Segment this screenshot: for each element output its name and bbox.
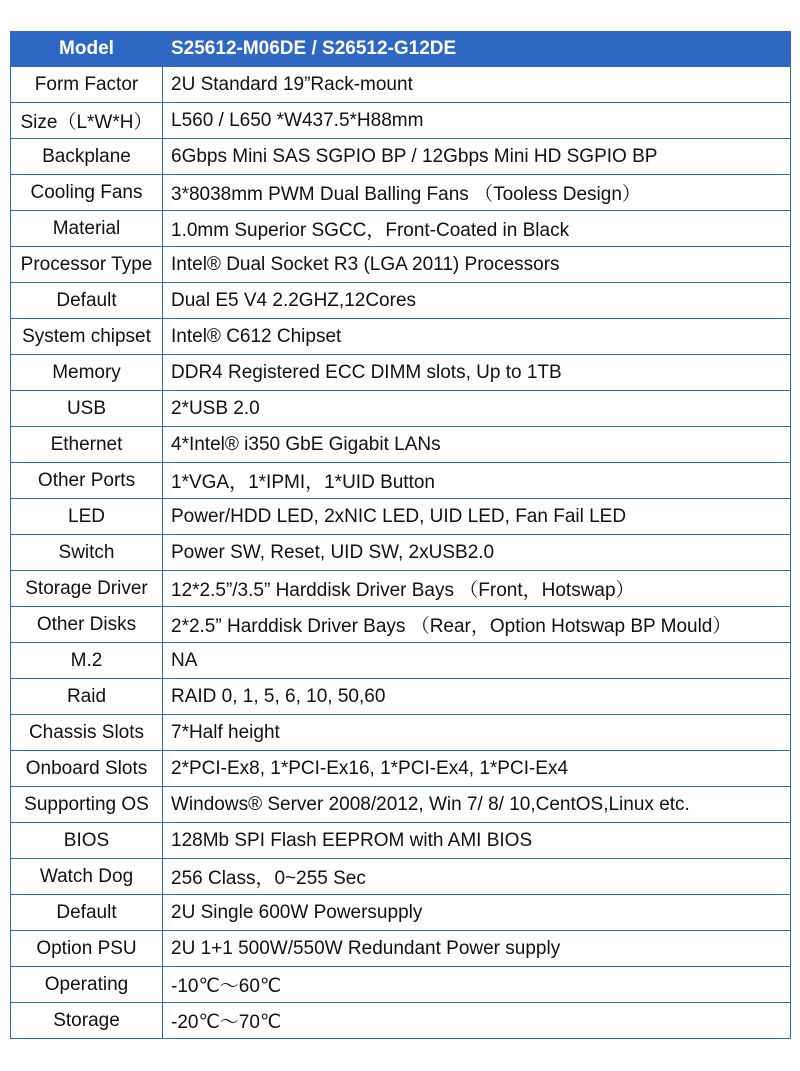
table-row <box>11 895 791 931</box>
spec-label: Raid <box>11 679 163 715</box>
spec-value: 12*2.5”/3.5” Harddisk Driver Bays （Front，Hotswap） <box>163 571 791 607</box>
spec-value: Windows® Server 2008/2012, Win 7/ 8/ 10,CentOS,Linux etc. <box>163 787 791 823</box>
table-row <box>11 859 791 895</box>
table-row <box>11 643 791 679</box>
spec-value: Power/HDD LED, 2xNIC LED, UID LED, Fan Fail LED <box>163 499 791 535</box>
spec-label: Memory <box>11 355 163 391</box>
spec-label: Switch <box>11 535 163 571</box>
spec-label: Backplane <box>11 139 163 175</box>
spec-label: Ethernet <box>11 427 163 463</box>
table-row <box>11 355 791 391</box>
spec-value: 6Gbps Mini SAS SGPIO BP / 12Gbps Mini HD SGPIO BP <box>163 139 791 175</box>
table-row <box>11 103 791 139</box>
spec-value: Dual E5 V4 2.2GHZ,12Cores <box>163 283 791 319</box>
spec-label: Other Disks <box>11 607 163 643</box>
table-row <box>11 319 791 355</box>
spec-label: Watch Dog <box>11 859 163 895</box>
spec-label: Storage <box>11 1003 163 1039</box>
spec-label: Material <box>11 211 163 247</box>
spec-label: Supporting OS <box>11 787 163 823</box>
spec-value: RAID 0, 1, 5, 6, 10, 50,60 <box>163 679 791 715</box>
spec-table <box>10 31 791 1039</box>
spec-value: Intel® C612 Chipset <box>163 319 791 355</box>
spec-label: System chipset <box>11 319 163 355</box>
spec-value: 7*Half height <box>163 715 791 751</box>
table-row <box>11 931 791 967</box>
spec-value: 4*Intel® i350 GbE Gigabit LANs <box>163 427 791 463</box>
table-row <box>11 1003 791 1039</box>
table-row <box>11 67 791 103</box>
table-row <box>11 607 791 643</box>
table-row <box>11 679 791 715</box>
spec-label: Option PSU <box>11 931 163 967</box>
table-row <box>11 139 791 175</box>
table-row <box>11 175 791 211</box>
spec-value: 3*8038mm PWM Dual Balling Fans （Tooless Design） <box>163 175 791 211</box>
spec-label: Onboard Slots <box>11 751 163 787</box>
header-value-cell: S25612-M06DE / S26512-G12DE <box>163 32 791 67</box>
table-row <box>11 751 791 787</box>
spec-table-body <box>11 67 791 1039</box>
table-row <box>11 391 791 427</box>
spec-label: Form Factor <box>11 67 163 103</box>
spec-label: M.2 <box>11 643 163 679</box>
spec-label: Size（L*W*H） <box>11 103 163 139</box>
spec-value: -10℃～60℃ <box>163 967 791 1003</box>
spec-label: Cooling Fans <box>11 175 163 211</box>
spec-label: LED <box>11 499 163 535</box>
table-row <box>11 463 791 499</box>
table-row <box>11 283 791 319</box>
table-row <box>11 823 791 859</box>
spec-label: BIOS <box>11 823 163 859</box>
spec-value: L560 / L650 *W437.5*H88mm <box>163 103 791 139</box>
table-row <box>11 967 791 1003</box>
spec-value: 128Mb SPI Flash EEPROM with AMI BIOS <box>163 823 791 859</box>
spec-value: 2U 1+1 500W/550W Redundant Power supply <box>163 931 791 967</box>
table-row <box>11 715 791 751</box>
table-row <box>11 427 791 463</box>
spec-label: Default <box>11 283 163 319</box>
spec-value: NA <box>163 643 791 679</box>
spec-value: 256 Class，0~255 Sec <box>163 859 791 895</box>
spec-value: Intel® Dual Socket R3 (LGA 2011) Processors <box>163 247 791 283</box>
spec-label: Default <box>11 895 163 931</box>
spec-value: Power SW, Reset, UID SW, 2xUSB2.0 <box>163 535 791 571</box>
spec-value: 2*2.5” Harddisk Driver Bays （Rear，Option Hotswap BP Mould） <box>163 607 791 643</box>
spec-value: 2U Standard 19”Rack-mount <box>163 67 791 103</box>
table-header-row <box>11 32 791 67</box>
spec-value: 2*PCI-Ex8, 1*PCI-Ex16, 1*PCI-Ex4, 1*PCI-Ex4 <box>163 751 791 787</box>
spec-value: 1.0mm Superior SGCC，Front-Coated in Black <box>163 211 791 247</box>
table-row <box>11 535 791 571</box>
table-row <box>11 247 791 283</box>
spec-value: 2U Single 600W Powersupply <box>163 895 791 931</box>
spec-label: Operating <box>11 967 163 1003</box>
spec-value: DDR4 Registered ECC DIMM slots, Up to 1TB <box>163 355 791 391</box>
spec-label: Chassis Slots <box>11 715 163 751</box>
spec-label: Processor Type <box>11 247 163 283</box>
table-row <box>11 571 791 607</box>
table-row <box>11 787 791 823</box>
spec-value: 1*VGA，1*IPMI，1*UID Button <box>163 463 791 499</box>
table-row <box>11 499 791 535</box>
spec-value: -20℃～70℃ <box>163 1003 791 1039</box>
header-label-cell: Model <box>11 32 163 67</box>
table-row <box>11 211 791 247</box>
spec-label: Storage Driver <box>11 571 163 607</box>
spec-label: USB <box>11 391 163 427</box>
spec-value: 2*USB 2.0 <box>163 391 791 427</box>
spec-label: Other Ports <box>11 463 163 499</box>
